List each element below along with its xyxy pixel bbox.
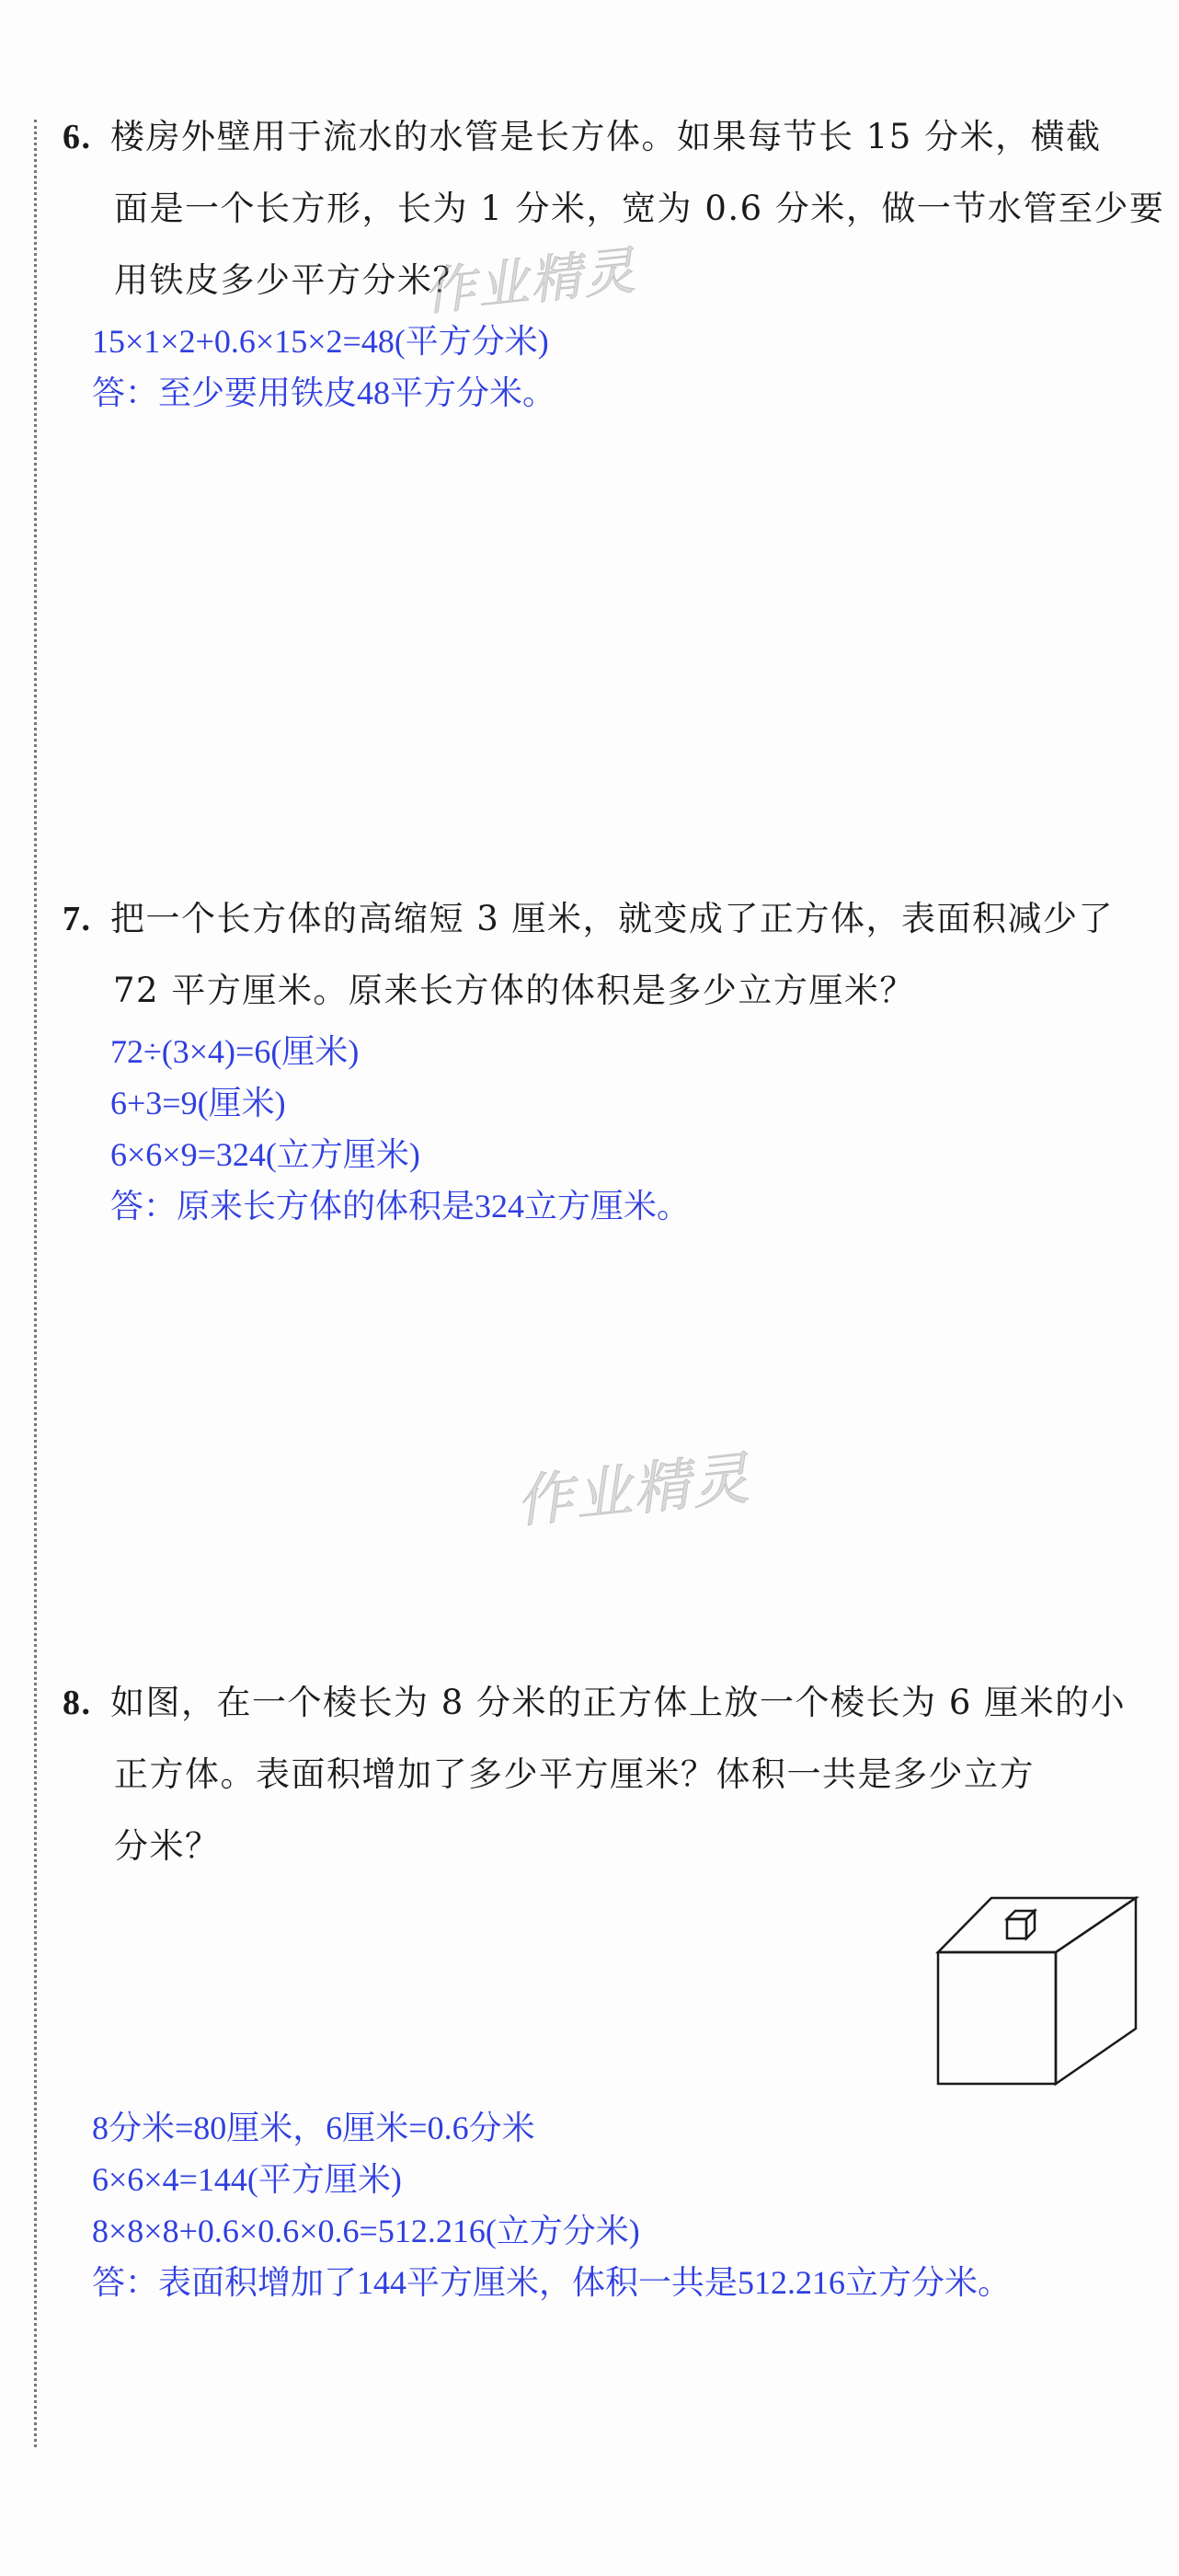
problem-6-answer <box>92 316 1173 419</box>
problem-number: 7. <box>63 900 92 938</box>
question-line <box>63 883 1143 955</box>
small-cube-front-face <box>1007 1919 1026 1938</box>
watermark: 作业精灵 <box>420 241 640 323</box>
answer-line: 答：至少要用铁皮48平方分米。 <box>92 374 556 411</box>
question-line <box>63 1739 1143 1811</box>
question-line <box>63 1811 1143 1882</box>
big-cube-front-face <box>938 1952 1056 2084</box>
question-text: 正方体。表面积增加了多少平方厘米？体积一共是多少立方 <box>114 1754 1035 1794</box>
answer-line: 6+3=9(厘米) <box>110 1085 286 1121</box>
watermark: 作业精灵 <box>512 1443 754 1536</box>
problem-7 <box>63 883 1143 1027</box>
answer-line: 15×1×2+0.6×15×2=48(平方分米) <box>92 323 549 360</box>
answer-line: 8×8×8+0.6×0.6×0.6=512.216(立方分米) <box>92 2213 640 2249</box>
answer-line: 答：表面积增加了144平方厘米，体积一共是512.216立方分米。 <box>92 2264 1012 2301</box>
small-cube-side-face <box>1026 1911 1035 1938</box>
answer-line: 6×6×4=144(平方厘米) <box>92 2161 402 2198</box>
question-text: 如图，在一个棱长为 8 分米的正方体上放一个棱长为 6 厘米的小 <box>110 1683 1127 1722</box>
question-text: 楼房外壁用于流水的水管是长方体。如果每节长 15 分米，横截 <box>110 117 1102 156</box>
question-text: 面是一个长方形，长为 1 分米，宽为 0.6 分米，做一节水管至少要 <box>114 189 1165 228</box>
big-cube-side-face <box>1056 1898 1136 2084</box>
problem-8 <box>63 1667 1143 1882</box>
margin-dotted-rule <box>34 120 37 2447</box>
question-text: 用铁皮多少平方分米？ <box>114 260 468 300</box>
answer-line: 6×6×9=324(立方厘米) <box>110 1136 420 1173</box>
question-text: 分米？ <box>114 1826 221 1866</box>
problem-number: 6. <box>63 118 92 156</box>
question-line <box>63 1667 1143 1739</box>
problem-number: 8. <box>63 1684 92 1722</box>
question-line <box>63 101 1143 173</box>
big-cube-top-face <box>938 1898 1136 1952</box>
answer-line: 72÷(3×4)=6(厘米) <box>110 1033 360 1070</box>
answer-line: 答：原来长方体的体积是324立方厘米。 <box>110 1188 691 1225</box>
stacked-cubes-figure <box>933 1891 1140 2098</box>
problem-7-answer <box>110 1026 1179 1232</box>
question-line <box>63 955 1143 1027</box>
answer-line: 8分米=80厘米，6厘米=0.6分米 <box>92 2110 535 2146</box>
question-text: 72 平方厘米。原来长方体的体积是多少立方厘米？ <box>113 971 915 1010</box>
question-text: 把一个长方体的高缩短 3 厘米，就变成了正方体，表面积减少了 <box>110 899 1115 938</box>
problem-8-answer <box>92 2102 1173 2308</box>
